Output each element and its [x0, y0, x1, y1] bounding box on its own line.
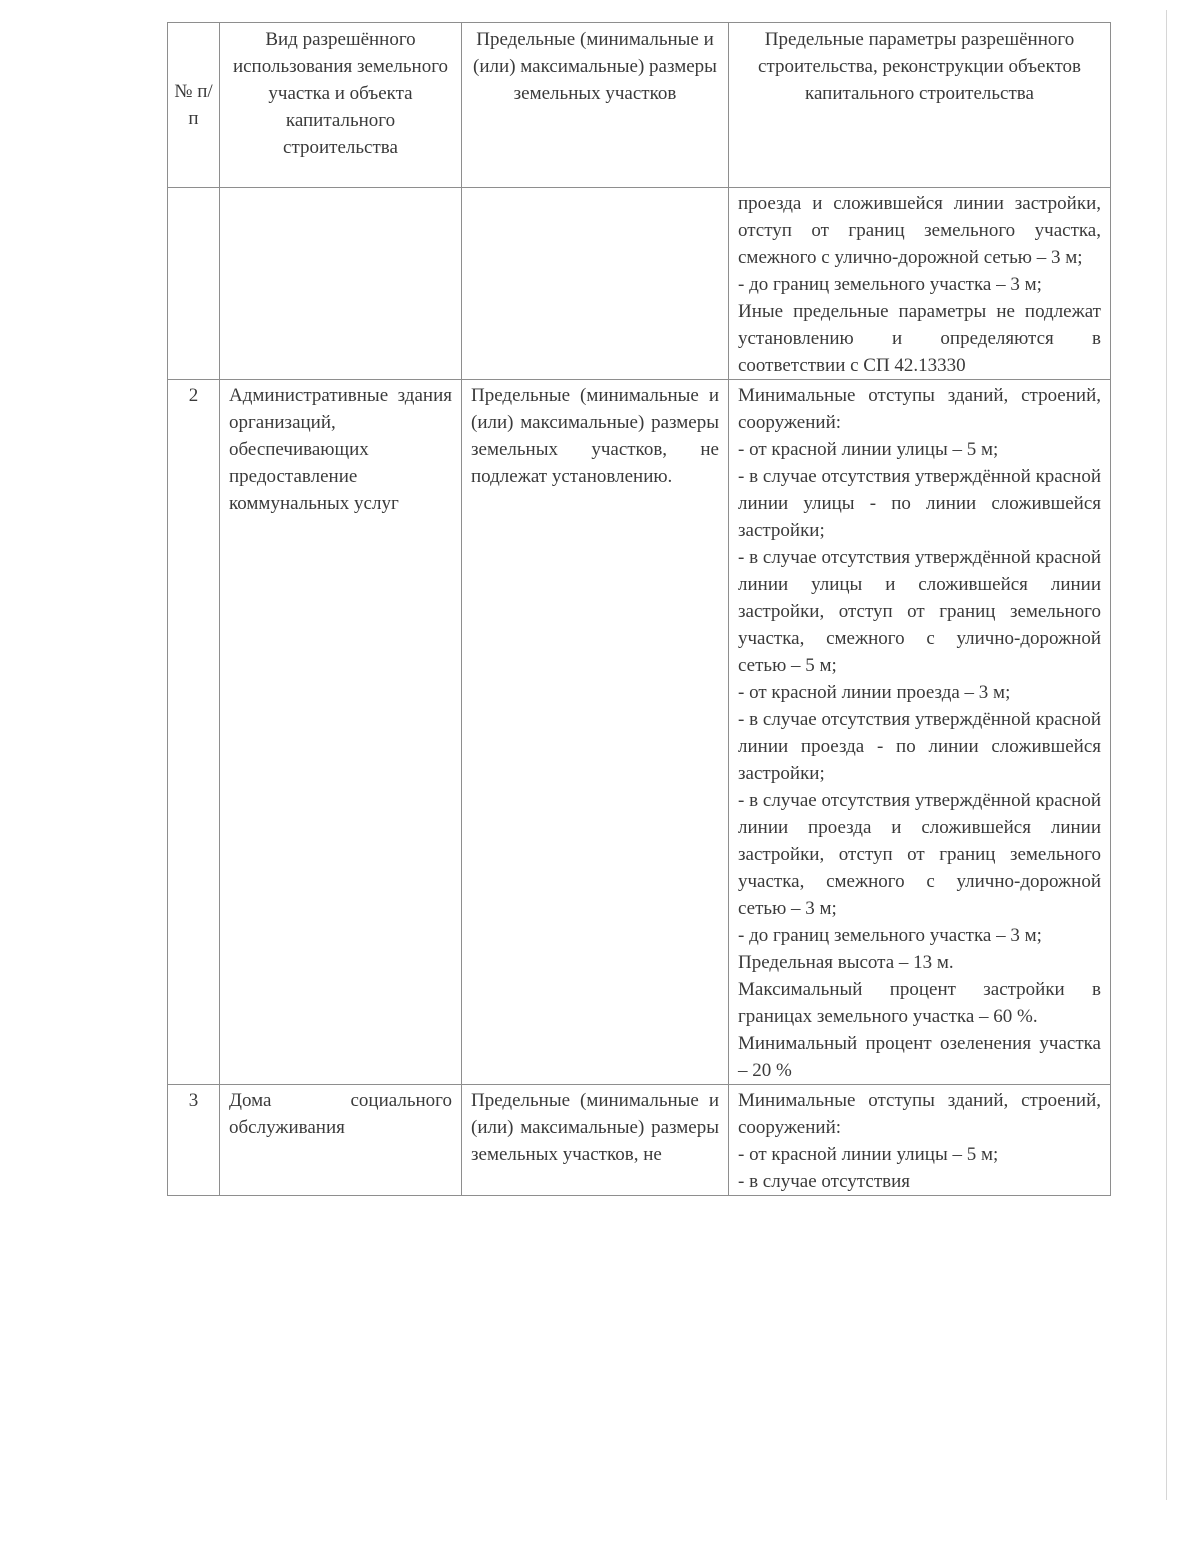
param-line: - в случае отсутствия утверждённой красной линии улицы - по линии сложившейся застройки;: [738, 466, 1101, 541]
param-line: Минимальный процент озеленения участка – 20 %: [738, 1033, 1101, 1081]
param-line: Иные предельные параметры не подлежат установлению и определяются в соответствии с СП 42.13330: [738, 301, 1101, 376]
row-use-kind: [220, 188, 462, 380]
param-line: - от красной линии проезда – 3 м;: [738, 682, 1011, 703]
row-use-kind: Дома социального обслуживания: [220, 1085, 462, 1196]
param-line: - до границ земельного участка – 3 м;: [738, 925, 1042, 946]
table-row: [168, 380, 1111, 1085]
param-line: - в случае отсутствия: [738, 1171, 911, 1192]
param-line: проезда и сложившейся линии застройки, отступ от границ земельного участка, смежного с улично-дорожной сетью – 3 м;: [738, 193, 1101, 268]
row-plot-size: Предельные (минимальные и (или) максимальные) размеры земельных участков, не: [462, 1085, 729, 1196]
header-plot-size: Предельные (минимальные и (или) максимальные) размеры земельных участков: [462, 23, 729, 188]
param-line: - от красной линии улицы – 5 м;: [738, 1144, 999, 1165]
row-number: 3: [168, 1085, 220, 1196]
param-line: Минимальные отступы зданий, строений, сооружений:: [738, 385, 1101, 433]
row-plot-size: Предельные (минимальные и (или) максимальные) размеры земельных участков, не подлежат установлению.: [462, 380, 729, 1085]
header-construction-params: Предельные параметры разрешённого строительства, реконструкции объектов капитального строительства: [729, 23, 1111, 188]
row-construction-params: [729, 1085, 1111, 1196]
row-use-kind: Административные здания организаций, обеспечивающих предоставление коммунальных услуг: [220, 380, 462, 1085]
table-header-row: [168, 23, 1111, 188]
zoning-parameters-table: [167, 22, 1111, 1196]
page-edge-line: [1166, 10, 1167, 1500]
param-line: - в случае отсутствия утверждённой красной линии проезда - по линии сложившейся застройки;: [738, 709, 1101, 784]
row-number: 2: [168, 380, 220, 1085]
param-line: Предельная высота – 13 м.: [738, 952, 954, 973]
row-number: [168, 188, 220, 380]
row-plot-size: [462, 188, 729, 380]
row-construction-params: [729, 380, 1111, 1085]
param-line: - до границ земельного участка – 3 м;: [738, 274, 1042, 295]
param-line: - в случае отсутствия утверждённой красной линии улицы и сложившейся линии застройки, отступ от границ земельного участка, смежного с улично-дорожной сетью – 5 м;: [738, 547, 1101, 676]
table-row: [168, 188, 1111, 380]
param-line: - в случае отсутствия утверждённой красной линии проезда и сложившейся линии застройки, отступ от границ земельного участка, смежного с улично-дорожной сетью – 3 м;: [738, 790, 1101, 919]
row-construction-params: [729, 188, 1111, 380]
header-number: № п/п: [168, 23, 220, 188]
param-line: Минимальные отступы зданий, строений, сооружений:: [738, 1090, 1101, 1138]
param-line: Максимальный процент застройки в границах земельного участка – 60 %.: [738, 979, 1101, 1027]
header-use-kind: Вид разрешённого использования земельного участка и объекта капитального строительства: [220, 23, 462, 188]
param-line: - от красной линии улицы – 5 м;: [738, 439, 999, 460]
table-row: [168, 1085, 1111, 1196]
